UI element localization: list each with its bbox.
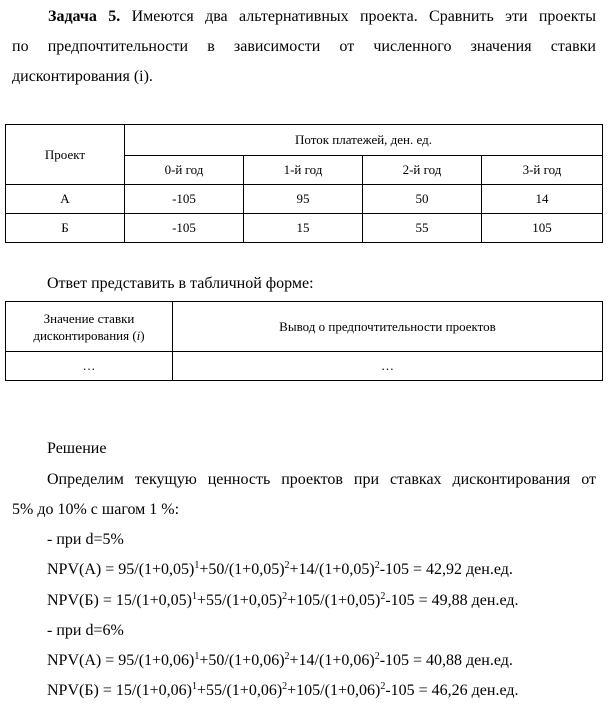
rate-header-line-1: Значение ставки (43, 310, 135, 326)
table-row (6, 185, 603, 214)
project-header: Проект (6, 125, 125, 185)
year-header: 0-й год (125, 156, 244, 185)
task-title: Задача 5. (48, 8, 121, 25)
task-line-3: дисконтирования (i). (12, 68, 153, 85)
table-cell: … (6, 352, 173, 381)
npv-formula-b-5: $NPV(Б) = 15/(1+0,05)^1+55/(1+0,05)^2+105/(1+0,05)^2-105 = 49,88$ ден.ед. (47, 591, 519, 609)
rate-header-close: ) (140, 327, 145, 343)
answer-intro: Ответ представить в табличной форме: (47, 275, 314, 292)
table-cell: 105 (482, 214, 603, 243)
table-cell: … (173, 352, 603, 381)
npv-formula-b-6: $NPV(Б) = 15/(1+0,06)^1+55/(1+0,06)^2+105/(1+0,06)^2-105 = 46,26$ ден.ед. (47, 681, 519, 699)
solution-intro-1: Определим текущую ценность проектов при ставках дисконтирования от (47, 471, 596, 488)
year-header: 1-й год (244, 156, 363, 185)
project-name: А (6, 185, 125, 214)
table-cell: 15 (244, 214, 363, 243)
table-cell: 50 (363, 185, 482, 214)
table-cell: 95 (244, 185, 363, 214)
case-label: - при d=5% (47, 531, 124, 548)
solution-intro-2: 5% до 10% с шагом 1 %: (12, 501, 180, 518)
task-line-2: по предпочтительности в зависимости от численного значения ставки (12, 38, 596, 55)
cash-flow-table (5, 124, 603, 243)
answer-table (5, 301, 603, 381)
task-paragraph (12, 2, 596, 92)
solution-heading: Решение (47, 440, 107, 457)
project-name: Б (6, 214, 125, 243)
table-cell: -105 (125, 185, 244, 214)
rate-header (6, 302, 173, 352)
rate-variable: i (136, 327, 141, 343)
task-line-1 (12, 2, 596, 32)
table-cell: 14 (482, 185, 603, 214)
table-cell: 55 (363, 214, 482, 243)
year-header: 3-й год (482, 156, 603, 185)
conclusion-header: Вывод о предпочтительности проектов (173, 302, 603, 352)
task-text-1: Имеются два альтернативных проекта. Сравнить эти проекты (131, 8, 596, 25)
npv-formula-a-5: $NPV(А) = 95/(1+0,05)^1+50/(1+0,05)^2+14/(1+0,05)^2-105 = 42,92$ ден.ед. (47, 560, 513, 578)
table-row (6, 352, 603, 381)
case-label: - при d=6% (47, 622, 124, 639)
rate-header-line-2: дисконтирования ( (33, 327, 137, 343)
table-row (6, 214, 603, 243)
npv-formula-a-6: $NPV(А) = 95/(1+0,06)^1+50/(1+0,06)^2+14/(1+0,06)^2-105 = 40,88$ ден.ед. (47, 651, 513, 669)
flow-header: Поток платежей, ден. ед. (125, 125, 603, 156)
year-header: 2-й год (363, 156, 482, 185)
table-cell: -105 (125, 214, 244, 243)
